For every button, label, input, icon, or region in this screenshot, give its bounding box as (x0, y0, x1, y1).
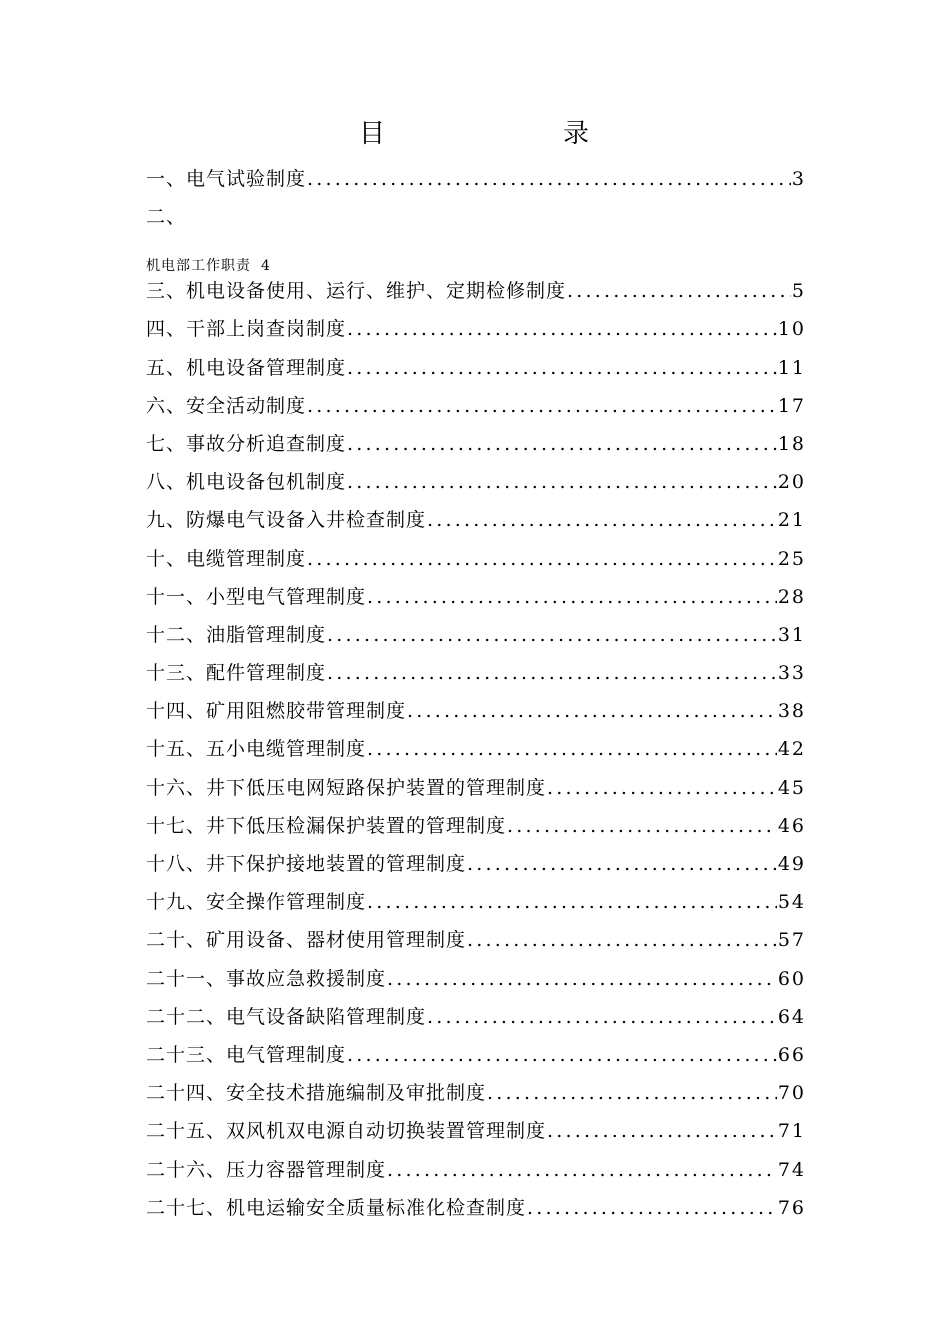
toc-entry-page: 46 (777, 814, 806, 837)
toc-dot-leader (467, 925, 777, 955)
toc-entry-title: 二十五、双风机双电源自动切换装置管理制度 (146, 1120, 547, 1143)
toc-entry-page: 25 (777, 547, 806, 570)
toc-entry[interactable] (146, 849, 806, 887)
toc-dot-leader (387, 1155, 777, 1185)
toc-entry-subtitle: 机电部工作职责 (146, 258, 251, 275)
toc-entry[interactable] (146, 773, 806, 811)
toc-entry-page: 28 (777, 585, 806, 608)
toc-entry[interactable] (146, 1116, 806, 1154)
toc-entry-title: 三、机电设备使用、运行、维护、定期检修制度 (146, 280, 567, 303)
toc-dot-leader (347, 1040, 777, 1070)
toc-entry-page: 76 (777, 1196, 806, 1219)
toc-entry-page: 3 (791, 168, 806, 190)
toc-dot-leader (307, 544, 777, 574)
toc-dot-leader (467, 849, 777, 879)
toc-entry-title: 十六、井下低压电网短路保护装置的管理制度 (146, 776, 547, 799)
toc-entry-page: 71 (777, 1120, 806, 1143)
toc-entry-title: 二十四、安全技术措施编制及审批制度 (146, 1082, 487, 1105)
toc-entry[interactable] (146, 353, 806, 391)
toc-entry[interactable] (146, 658, 806, 696)
toc-dot-leader (347, 314, 777, 344)
toc-entry[interactable] (146, 696, 806, 734)
toc-entry[interactable] (146, 811, 806, 849)
toc-entry-title: 九、防爆电气设备入井检查制度 (146, 509, 427, 532)
table-of-contents (146, 164, 806, 1231)
toc-dot-leader (427, 505, 777, 535)
toc-entry[interactable] (146, 620, 806, 658)
toc-entry-title: 六、安全活动制度 (146, 394, 307, 417)
toc-entry-page: 57 (777, 929, 806, 952)
toc-entry-page: 49 (777, 853, 806, 875)
toc-entry[interactable] (146, 429, 806, 467)
toc-dot-leader (367, 734, 777, 764)
toc-dot-leader (347, 429, 777, 459)
toc-entry-page: 31 (777, 623, 806, 646)
toc-entry[interactable] (146, 1002, 806, 1040)
toc-entry-page: 18 (777, 432, 806, 455)
toc-entry[interactable] (146, 582, 806, 620)
toc-entry[interactable] (146, 925, 806, 963)
toc-entry-page: 60 (777, 967, 806, 990)
toc-entry[interactable] (146, 544, 806, 582)
toc-entry[interactable] (146, 391, 806, 429)
toc-entry-title: 十八、井下保护接地装置的管理制度 (146, 853, 467, 875)
toc-entry-page: 74 (777, 1158, 806, 1181)
toc-entry-page: 33 (777, 662, 806, 685)
toc-dot-leader (527, 1193, 777, 1223)
toc-dot-leader (487, 1078, 777, 1108)
toc-entry[interactable] (146, 314, 806, 352)
toc-entry-page: 4 (261, 258, 271, 275)
toc-entry-page: 70 (777, 1082, 806, 1105)
toc-dot-leader (347, 353, 777, 383)
toc-entry-page: 10 (777, 318, 806, 341)
toc-entry[interactable] (146, 1155, 806, 1193)
toc-entry-page: 54 (777, 891, 806, 914)
toc-entry-page: 38 (777, 700, 806, 723)
toc-entry-page: 20 (777, 471, 806, 494)
toc-entry-title: 十五、五小电缆管理制度 (146, 738, 367, 761)
toc-entry-page: 66 (777, 1043, 806, 1066)
toc-entry-title: 十、电缆管理制度 (146, 547, 307, 570)
toc-entry-title: 十二、油脂管理制度 (146, 623, 327, 646)
toc-entry-title: 五、机电设备管理制度 (146, 356, 347, 379)
page-title: 目 录 (358, 119, 665, 149)
toc-dot-leader (547, 773, 777, 803)
toc-dot-leader (347, 467, 777, 497)
toc-entry-title: 二十六、压力容器管理制度 (146, 1158, 387, 1181)
toc-entry-page: 5 (791, 280, 806, 303)
toc-entry-title: 二十二、电气设备缺陷管理制度 (146, 1005, 427, 1028)
toc-entry[interactable] (146, 1078, 806, 1116)
toc-entry-title: 十一、小型电气管理制度 (146, 585, 367, 608)
toc-entry-title: 七、事故分析追查制度 (146, 432, 347, 455)
toc-entry[interactable] (146, 276, 806, 314)
toc-dot-leader (367, 582, 777, 612)
toc-dot-leader (507, 811, 777, 841)
toc-entry-title: 一、电气试验制度 (146, 168, 307, 190)
toc-entry-title: 十三、配件管理制度 (146, 662, 327, 685)
toc-entry-title: 二十一、事故应急救援制度 (146, 967, 387, 990)
toc-entry-title: 二十三、电气管理制度 (146, 1043, 347, 1066)
toc-entry[interactable] (146, 202, 806, 276)
toc-entry[interactable] (146, 505, 806, 543)
toc-dot-leader (567, 276, 791, 306)
toc-entry-title: 二十、矿用设备、器材使用管理制度 (146, 929, 467, 952)
toc-entry-page: 17 (777, 394, 806, 417)
toc-entry[interactable] (146, 1040, 806, 1078)
toc-entry[interactable] (146, 964, 806, 1002)
toc-entry-title: 十七、井下低压检漏保护装置的管理制度 (146, 814, 507, 837)
toc-entry-page: 21 (777, 509, 806, 532)
toc-entry[interactable] (146, 164, 806, 202)
toc-dot-leader (407, 696, 777, 726)
toc-entry[interactable] (146, 1193, 806, 1231)
toc-dot-leader (327, 620, 777, 650)
toc-entry-page: 42 (777, 738, 806, 761)
toc-entry-subtitle-line (146, 232, 806, 276)
toc-dot-leader (387, 964, 777, 994)
toc-entry[interactable] (146, 887, 806, 925)
toc-entry-title: 二十七、机电运输安全质量标准化检查制度 (146, 1196, 527, 1219)
toc-entry-title: 二、 (146, 206, 187, 229)
toc-entry[interactable] (146, 467, 806, 505)
toc-entry-title: 十四、矿用阻燃胶带管理制度 (146, 700, 407, 723)
toc-entry-page: 11 (777, 356, 806, 379)
toc-dot-leader (547, 1116, 777, 1146)
toc-entry-title: 八、机电设备包机制度 (146, 471, 347, 494)
toc-dot-leader (307, 391, 777, 421)
toc-dot-leader (427, 1002, 777, 1032)
toc-entry-page: 64 (777, 1005, 806, 1028)
toc-dot-leader (367, 887, 777, 917)
toc-entry-page: 45 (777, 776, 806, 799)
toc-dot-leader (327, 658, 777, 688)
toc-entry-title: 四、干部上岗查岗制度 (146, 318, 347, 341)
toc-entry-title: 十九、安全操作管理制度 (146, 891, 367, 914)
toc-dot-leader (307, 164, 791, 194)
toc-entry[interactable] (146, 734, 806, 772)
